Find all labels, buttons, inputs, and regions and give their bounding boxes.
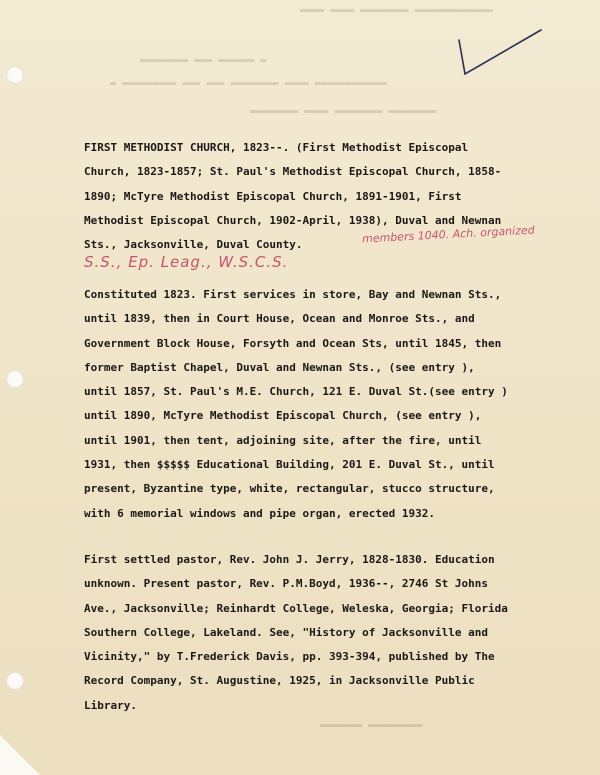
history-paragraph <box>84 283 554 526</box>
text-line: Methodist Episcopal Church, 1902-April, 1938), Duval and Newnan <box>84 213 502 227</box>
text-line: 1890; McTyre Methodist Episcopal Church, 1891-1901, First <box>84 189 462 203</box>
text-line: until 1857, St. Paul's M.E. Church, 121 E. Duval St.(see entry ) <box>84 385 508 399</box>
text-line: with 6 memorial windows and pipe organ, erected 1932. <box>84 506 435 520</box>
punch-hole <box>6 66 24 84</box>
bleed-through-mark: ▬▬▬▬ ▬▬▬▬ ▬▬▬▬▬▬▬▬ ▬▬▬▬▬▬▬▬▬▬▬▬▬ <box>300 5 493 16</box>
text-line: Library. <box>84 698 137 712</box>
text-line: until 1839, then in Court House, Ocean and Monroe Sts., and <box>84 312 475 326</box>
text-line: Ave., Jacksonville; Reinhardt College, Weleska, Georgia; Florida <box>84 601 508 615</box>
text-line: unknown. Present pastor, Rev. P.M.Boyd, 1936--, 2746 St Johns <box>84 577 488 591</box>
text-line: Southern College, Lakeland. See, "History of Jacksonville and <box>84 625 488 639</box>
text-line: 1931, then $$$$$ Educational Building, 201 E. Duval St., until <box>84 458 495 472</box>
text-line: Vicinity," by T.Frederick Davis, pp. 393-394, published by The <box>84 650 495 664</box>
pencil-annotation-members: members 1040. Ach. organized <box>361 223 535 246</box>
text-line: former Baptist Chapel, Duval and Newnan Sts., (see entry ), <box>84 360 475 374</box>
pencil-annotation-societies: S.S., Ep. Leag., W.S.C.S. <box>84 253 289 271</box>
text-line: Church, 1823-1857; St. Paul's Methodist Episcopal Church, 1858- <box>84 165 502 179</box>
heading-paragraph <box>84 136 554 257</box>
bleed-through-mark: ▬▬▬▬▬▬▬▬ ▬▬▬ ▬▬▬▬▬▬ ▬ <box>140 55 267 66</box>
text-line: until 1890, McTyre Methodist Episcopal Church, (see entry ), <box>84 409 482 423</box>
text-line: Government Block House, Forsyth and Ocean Sts, until 1845, then <box>84 336 502 350</box>
text-line: First settled pastor, Rev. John J. Jerry, 1828-1830. Education <box>84 553 495 566</box>
punch-hole <box>6 672 24 690</box>
bleed-through-mark: ▬ ▬▬▬▬▬▬▬▬▬ ▬▬▬ ▬▬▬ ▬▬▬▬▬▬▬▬ ▬▬▬▬ ▬▬▬▬▬▬▬▬▬▬▬▬ <box>110 78 387 89</box>
text-line: Constituted 1823. First services in store, Bay and Newnan Sts., <box>84 288 502 301</box>
pastor-paragraph <box>84 548 554 718</box>
bleed-through-mark: ▬▬▬▬▬▬▬ ▬▬▬▬▬▬▬▬▬ <box>320 720 423 731</box>
text-line: Record Company, St. Augustine, 1925, in Jacksonville Public <box>84 674 475 688</box>
text-line: present, Byzantine type, white, rectangular, stucco structure, <box>84 482 495 496</box>
text-line: Sts., Jacksonville, Duval County. <box>84 238 303 252</box>
punch-hole <box>6 370 24 388</box>
torn-corner <box>0 735 40 775</box>
checkmark-icon <box>455 28 543 78</box>
text-line: FIRST METHODIST CHURCH, 1823--. (First Methodist Episcopal <box>84 141 469 154</box>
text-line: until 1901, then tent, adjoining site, after the fire, until <box>84 433 482 447</box>
bleed-through-mark: ▬▬▬▬▬▬▬▬ ▬▬▬▬ ▬▬▬▬▬▬▬▬ ▬▬▬▬▬▬▬▬ <box>250 106 437 117</box>
